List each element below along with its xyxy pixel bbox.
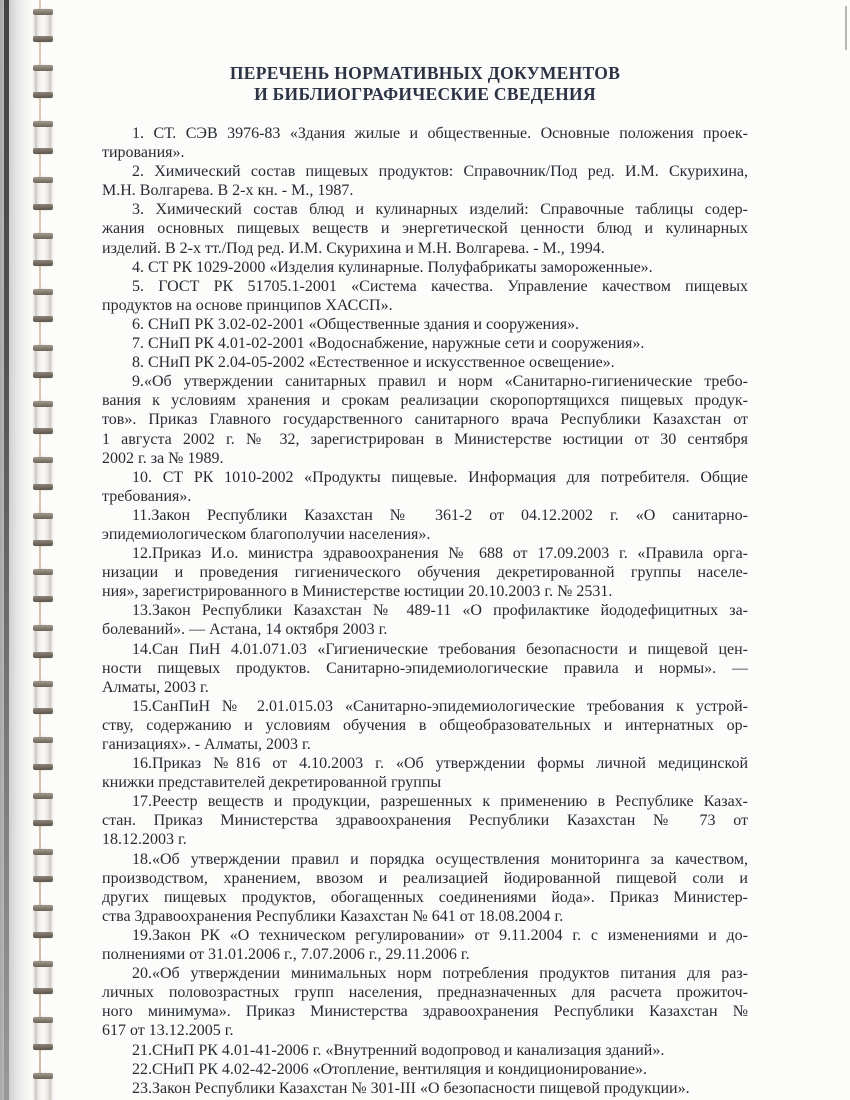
text-line: 6. СНиП РК 3.02-02-2001 «Общественные здания и сооружения». [132, 315, 580, 333]
list-item-19 [102, 926, 748, 964]
list-item-1 [102, 124, 748, 162]
text-line: требования». [102, 487, 192, 505]
text-line: М.Н. Волгарева. В 2-х кн. - М., 1987. [102, 182, 354, 200]
text-line: изделий. В 2-х тт./Под ред. И.М. Скурихина и М.Н. Волгарева. - М., 1994. [102, 239, 605, 257]
text-line: 19.Закон РК «О техническом регулировании» от 9.11.2004 г. с изменениями и до- [132, 926, 748, 944]
binding-ring [35, 178, 51, 209]
text-line: 3. Химический состав блюд и кулинарных изделий: Справочные таблицы содер- [132, 201, 748, 219]
list-item-11 [102, 506, 748, 544]
text-line: низации и проведения гигиенического обучения декретированной группы населе- [102, 564, 748, 582]
binding-ring [35, 794, 51, 825]
text-line: 23.Закон Республики Казахстан № 301-III «О безопасности пищевой продукции». [132, 1079, 690, 1097]
text-line: ства Здравоохранения Республики Казахстан № 641 от 18.08.2004 г. [102, 907, 564, 925]
text-line: 13.Закон Республики Казахстан № 489-11 «О профилактике йододефицитных за- [132, 602, 748, 620]
text-line: 12.Приказ И.о. министра здравоохранения № 688 от 17.09.2003 г. «Правила орга- [132, 545, 748, 563]
binding-ring [35, 1018, 51, 1049]
text-line: 2002 г. за № 1989. [102, 449, 224, 467]
page-title [102, 63, 748, 104]
list-item-3 [102, 200, 748, 257]
list-item-14 [102, 640, 748, 697]
text-line: 8. СНиП РК 2.04-05-2002 «Естественное и искусственное освещение». [132, 354, 615, 372]
binding-ring [35, 738, 51, 769]
binding-ring [35, 962, 51, 993]
text-line: 15.СанПиН № 2.01.015.03 «Санитарно-эпидемиологические требования к устрой- [132, 697, 748, 715]
list-item-23 [102, 1079, 748, 1098]
binding-ring [35, 626, 51, 657]
list-item-10 [102, 468, 748, 506]
text-line: жания основных пищевых веществ и энергетической ценности блюд и кулинарных [102, 220, 748, 238]
text-line: 10. СТ РК 1010-2002 «Продукты пищевые. Информация для потребителя. Общие [132, 468, 748, 486]
binding-ring [35, 402, 51, 433]
text-line: других пищевых продуктов, обогащенных соединениями йода». Приказ Министер- [102, 888, 748, 906]
list-item-5 [102, 277, 748, 315]
text-line: 2. Химический состав пищевых продуктов: Справочник/Под ред. И.М. Скурихина, [132, 163, 748, 181]
text-line: 9.«Об утверждении санитарных правил и норм «Санитарно-гигиенические требо- [132, 373, 748, 391]
text-line: 11.Закон Республики Казахстан № 361-2 от 04.12.2002 г. «О санитарно- [132, 506, 748, 524]
text-line: болеваний». — Астана, 14 октября 2003 г. [102, 621, 388, 639]
list-item-15 [102, 697, 748, 754]
text-line: 20.«Об утверждении минимальных норм потребления продуктов питания для раз- [132, 965, 748, 983]
binding-ring [35, 850, 51, 881]
text-line: тов». Приказ Главного государственного санитарного врача Республики Казахстан от [102, 411, 748, 429]
list-item-22 [102, 1060, 748, 1079]
binding-ring [35, 290, 51, 321]
text-line: 5. ГОСТ РК 51705.1-2001 «Система качества. Управление качеством пищевых [132, 277, 748, 295]
text-line: 22.СНиП РК 4.02-42-2006 «Отопление, вентиляция и кондиционирование». [132, 1060, 647, 1078]
text-line: 7. СНиП РК 4.01-02-2001 «Водоснабжение, наружные сети и сооружения». [132, 335, 645, 353]
text-line: 14.Сан ПиН 4.01.071.03 «Гигиенические требования безопасности и пищевой цен- [132, 640, 748, 658]
binding-ring [35, 682, 51, 713]
text-line: книжки представителей декретированной группы [102, 774, 442, 792]
list-item-6 [102, 315, 748, 334]
list-item-13 [102, 601, 748, 639]
page-right-edge-line [845, 6, 847, 50]
text-line: ния», зарегистрированного в Министерстве юстиции 20.10.2003 г. № 2531. [102, 583, 613, 601]
text-line: ного минимума». Приказ Министерства здравоохранения Республики Казахстан № [102, 1003, 748, 1021]
text-line: ности пищевых продуктов. Санитарно-эпидемиологические правила и нормы». — [102, 659, 748, 677]
text-line: 21.СНиП РК 4.01-41-2006 г. «Внутренний водопровод и канализация зданий». [132, 1041, 665, 1059]
page-title-line-2: И БИБЛИОГРАФИЧЕСКИЕ СВЕДЕНИЯ [254, 83, 596, 104]
list-item-8 [102, 353, 748, 372]
binding-ring [35, 66, 51, 97]
text-line: стан. Приказ Министерства здравоохранения Республики Казахстан № 73 от [102, 812, 748, 830]
text-line: 1 августа 2002 г. № 32, зарегистрирован в Министерстве юстиции от 30 сентября [102, 430, 748, 448]
text-line: ганизациях». - Алматы, 2003 г. [102, 736, 311, 753]
list-item-7 [102, 334, 748, 353]
list-item-16 [102, 754, 748, 792]
list-item-4 [102, 258, 748, 277]
text-line: 18.«Об утверждении правил и порядка осуществления мониторинга за качеством, [132, 850, 748, 868]
list-item-21 [102, 1041, 748, 1060]
text-line: 16.Приказ №816 от 4.10.2003 г. «Об утверждении формы личной медицинской [132, 755, 748, 773]
list-item-18 [102, 850, 748, 926]
binding-ring [35, 122, 51, 153]
list-item-2 [102, 162, 748, 200]
text-line: 4. СТ РК 1029-2000 «Изделия кулинарные. Полуфабрикаты замороженные». [132, 258, 653, 276]
document-list [102, 124, 748, 1098]
binding-ring [35, 906, 51, 937]
list-item-9 [102, 372, 748, 467]
text-line: 17.Реестр веществ и продукции, разрешенных к применению в Республике Казах- [132, 793, 748, 811]
text-line: 18.12.2003 г. [102, 831, 187, 849]
text-line: вания к условиям хранения и срокам реализации скоропортящихся пищевых продук- [102, 392, 748, 410]
text-line: эпидемиологическом благополучии населения». [102, 525, 431, 543]
binding-ring [35, 346, 51, 377]
text-line: производством, хранением, ввозом и реализацией йодированной пищевой соли и [102, 869, 748, 887]
text-line: ству, содержанию и условиям обучения в общеобразовательных и интернатных ор- [102, 716, 748, 734]
text-line: продуктов на основе принципов ХАССП». [102, 296, 393, 314]
document-content [102, 63, 748, 1098]
text-line: 617 от 13.12.2005 г. [102, 1022, 234, 1040]
text-line: 1. СТ. СЭВ 3976-83 «Здания жилые и общественные. Основные положения проек- [132, 125, 748, 142]
list-item-17 [102, 792, 748, 849]
text-line: полнениями от 31.01.2006 г., 7.07.2006 г., 29.11.2006 г. [102, 946, 470, 964]
page-title-line-1: ПЕРЕЧЕНЬ НОРМАТИВНЫХ ДОКУМЕНТОВ [229, 63, 621, 83]
binding-ring [35, 570, 51, 601]
binding-ring [35, 458, 51, 489]
binding-ring [35, 514, 51, 545]
list-item-20 [102, 964, 748, 1040]
text-line: тирования». [102, 144, 185, 162]
text-line: личных половозрастных групп населения, предназначенных для расчета прожиточ- [102, 984, 748, 1002]
list-item-12 [102, 544, 748, 601]
binding-ring [35, 234, 51, 265]
binding-ring [35, 10, 51, 41]
text-line: Алматы, 2003 г. [102, 678, 209, 696]
binding-ring [35, 1074, 51, 1100]
page-left-edge-line [4, 0, 9, 1100]
